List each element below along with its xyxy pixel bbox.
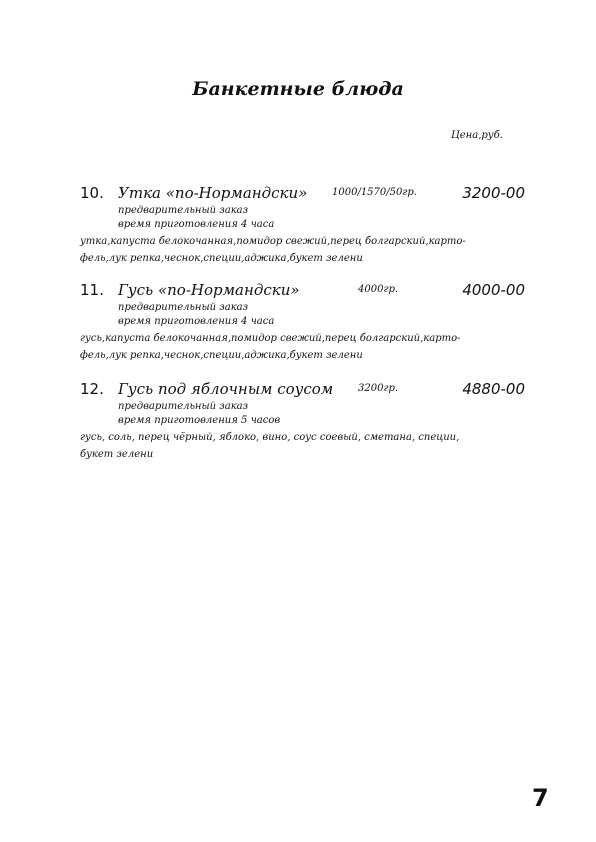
item-price: 4000-00: [462, 281, 525, 299]
menu-item: [80, 281, 530, 363]
item-order-note: предварительный заказ: [118, 205, 249, 216]
item-weight: 4000гр.: [358, 284, 399, 295]
page-number: 7: [532, 784, 549, 812]
item-ingredients-line-2: фель,лук репка,чеснок,специи,аджика,букет зелени: [80, 350, 363, 361]
item-number: 10.: [80, 184, 104, 202]
item-ingredients-line-2: букет зелени: [80, 449, 154, 460]
item-ingredients-line-1: гусь,капуста белокочанная,помидор свежий,перец болгарский,карто-: [80, 333, 461, 344]
item-ingredients-line-1: гусь, соль, перец чёрный, яблоко, вино, соус соевый, сметана, специи,: [80, 432, 460, 443]
item-order-note: предварительный заказ: [118, 401, 249, 412]
item-time-note: время приготовления 5 часов: [118, 415, 281, 426]
item-price: 4880-00: [462, 380, 525, 398]
menu-item: [80, 184, 530, 266]
menu-item: [80, 380, 530, 462]
item-order-note: предварительный заказ: [118, 302, 249, 313]
item-number: 11.: [80, 281, 104, 299]
item-time-note: время приготовления 4 часа: [118, 219, 275, 230]
item-name: Гусь под яблочным соусом: [118, 380, 334, 398]
page-title: Банкетные блюда: [192, 78, 404, 100]
item-weight: 1000/1570/50гр.: [332, 187, 417, 198]
item-ingredients-line-2: фель,лук репка,чеснок,специи,аджика,букет зелени: [80, 253, 363, 264]
item-time-note: время приготовления 4 часа: [118, 316, 275, 327]
item-ingredients-line-1: утка,капуста белокочанная,помидор свежий,перец болгарский,карто-: [80, 236, 466, 247]
price-column-header: Цена,руб.: [451, 130, 503, 141]
item-name: Утка «по-Нормандски»: [118, 184, 308, 202]
item-number: 12.: [80, 380, 104, 398]
item-price: 3200-00: [462, 184, 525, 202]
item-weight: 3200гр.: [358, 383, 399, 394]
item-name: Гусь «по-Нормандски»: [118, 281, 300, 299]
